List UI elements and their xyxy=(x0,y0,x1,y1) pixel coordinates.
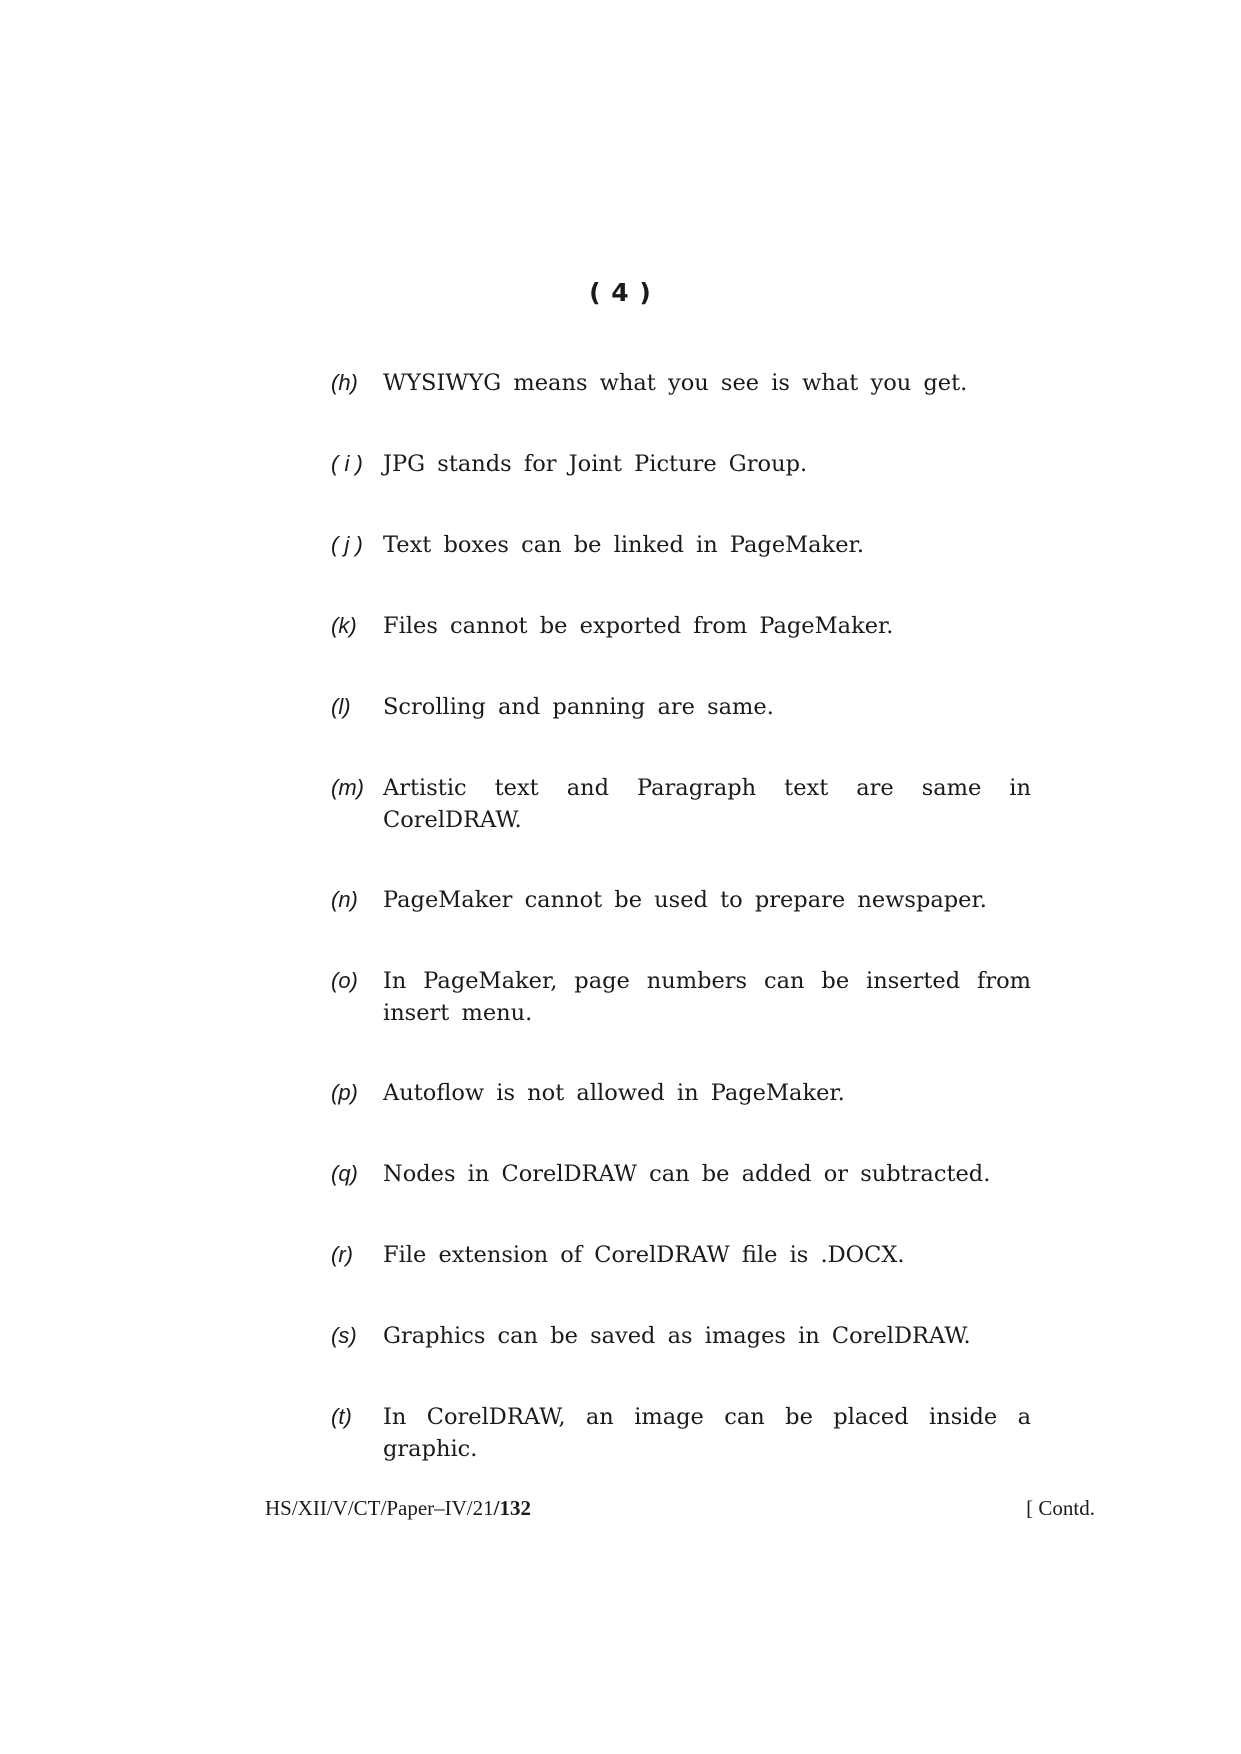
paper-code xyxy=(265,1496,531,1521)
question-text: File extension of CorelDRAW file is .DOCX. xyxy=(383,1242,905,1268)
page-footer xyxy=(265,1496,1095,1528)
question-text: PageMaker cannot be used to prepare newspaper. xyxy=(383,887,987,913)
question-item xyxy=(331,1158,1031,1239)
question-text: Nodes in CorelDRAW can be added or subtracted. xyxy=(383,1161,991,1187)
question-text: Autoflow is not allowed in PageMaker. xyxy=(383,1080,845,1106)
question-item xyxy=(331,367,1031,448)
question-item xyxy=(331,772,1031,884)
question-label: (t) xyxy=(331,1404,352,1429)
question-item xyxy=(331,610,1031,691)
question-list xyxy=(331,367,1031,1513)
question-item xyxy=(331,1077,1031,1158)
question-label: (r) xyxy=(331,1242,353,1267)
question-item xyxy=(331,529,1031,610)
question-item xyxy=(331,691,1031,772)
question-label: (l) xyxy=(331,694,351,719)
question-label: (h) xyxy=(331,370,358,395)
question-label: ( i ) xyxy=(331,451,363,476)
question-text: Artistic text and Paragraph text are same in CorelDRAW. xyxy=(383,775,1031,833)
question-label: (s) xyxy=(331,1323,357,1348)
paper-code-text: HS/XII/V/CT/Paper–IV/21 xyxy=(265,1496,494,1520)
question-item xyxy=(331,1320,1031,1401)
question-label: ( j ) xyxy=(331,532,363,557)
question-label: (p) xyxy=(331,1080,358,1105)
question-label: (q) xyxy=(331,1161,358,1186)
question-label: (o) xyxy=(331,968,358,993)
question-item xyxy=(331,884,1031,965)
question-item xyxy=(331,965,1031,1077)
paper-code-number: /132 xyxy=(493,1496,531,1520)
page-number: ( 4 ) xyxy=(589,278,652,307)
question-label: (n) xyxy=(331,887,358,912)
question-text: JPG stands for Joint Picture Group. xyxy=(383,451,808,477)
continued-note: [ Contd. xyxy=(1026,1496,1095,1520)
question-label: (m) xyxy=(331,775,364,800)
question-text: Graphics can be saved as images in CorelDRAW. xyxy=(383,1323,971,1349)
question-item xyxy=(331,1239,1031,1320)
question-item xyxy=(331,448,1031,529)
question-text: Scrolling and panning are same. xyxy=(383,694,774,720)
question-label: (k) xyxy=(331,613,357,638)
question-text: In PageMaker, page numbers can be inserted from insert menu. xyxy=(383,968,1031,1026)
question-text: Text boxes can be linked in PageMaker. xyxy=(383,532,864,558)
question-text: Files cannot be exported from PageMaker. xyxy=(383,613,894,639)
question-text: WYSIWYG means what you see is what you get. xyxy=(383,370,968,396)
question-text: In CorelDRAW, an image can be placed inside a graphic. xyxy=(383,1404,1031,1462)
